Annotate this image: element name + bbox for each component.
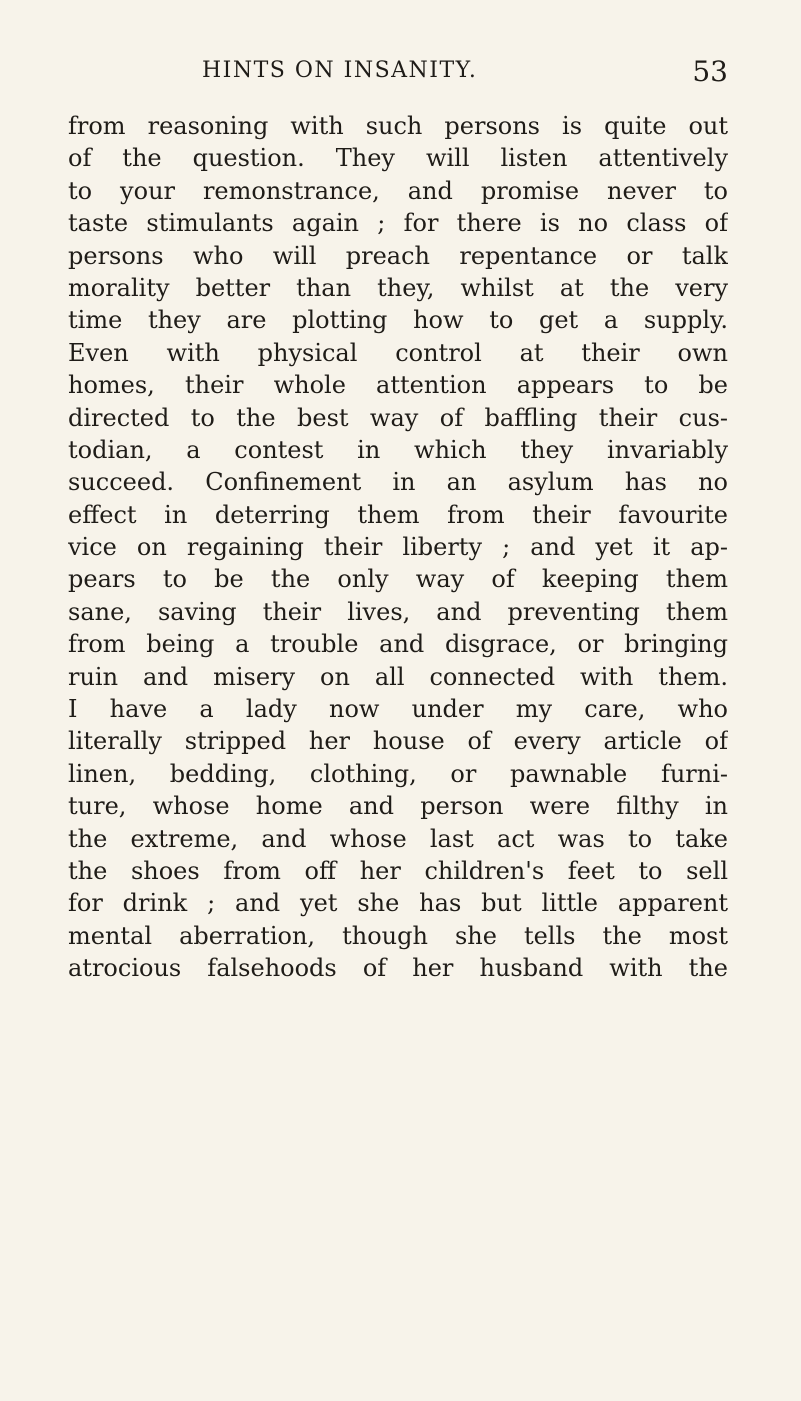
text-line: the extreme, and whose last act was to take xyxy=(68,824,728,853)
text-line: succeed. Confinement in an asylum has no xyxy=(68,468,728,497)
text-line: from reasoning with such persons is quite out xyxy=(68,112,728,140)
text-line: to your remonstrance, and promise never to xyxy=(68,176,728,205)
text-line: homes, their whole attention appears to be xyxy=(68,371,728,400)
text-line: directed to the best way of baffling their cus- xyxy=(68,403,728,432)
running-title: HINTS ON INSANITY. xyxy=(202,58,478,83)
text-line: from being a trouble and disgrace, or bringing xyxy=(68,630,728,659)
text-line: the shoes from off her children's feet to sell xyxy=(68,856,728,885)
text-line: for drink ; and yet she has but little apparent xyxy=(68,889,728,918)
text-line: todian, a contest in which they invariably xyxy=(68,435,728,464)
text-line: ture, whose home and person were filthy in xyxy=(68,792,728,821)
text-line: mental aberration, though she tells the most xyxy=(68,921,728,950)
page-number: 53 xyxy=(692,55,728,88)
text-line: I have a lady now under my care, who xyxy=(68,695,728,724)
text-line: ruin and misery on all connected with them. xyxy=(68,662,728,691)
text-line: taste stimulants again ; for there is no class of xyxy=(68,209,728,238)
text-line: sane, saving their lives, and preventing them xyxy=(68,597,728,626)
text-line: persons who will preach repentance or talk xyxy=(68,241,728,270)
text-line: morality better than they, whilst at the very xyxy=(68,273,728,302)
text-line: time they are plotting how to get a supply. xyxy=(68,306,728,335)
text-line: Even with physical control at their own xyxy=(68,338,728,367)
body-text xyxy=(68,110,728,985)
text-line: of the question. They will listen attentively xyxy=(68,144,728,173)
text-line: pears to be the only way of keeping them xyxy=(68,565,728,594)
text-line: literally stripped her house of every article of xyxy=(68,727,728,756)
text-line: linen, bedding, clothing, or pawnable furni- xyxy=(68,759,728,788)
text-line: vice on regaining their liberty ; and yet it ap- xyxy=(68,533,728,562)
text-line: effect in deterring them from their favourite xyxy=(68,500,728,529)
text-line: atrocious falsehoods of her husband with the xyxy=(68,954,728,983)
running-head xyxy=(68,55,728,92)
